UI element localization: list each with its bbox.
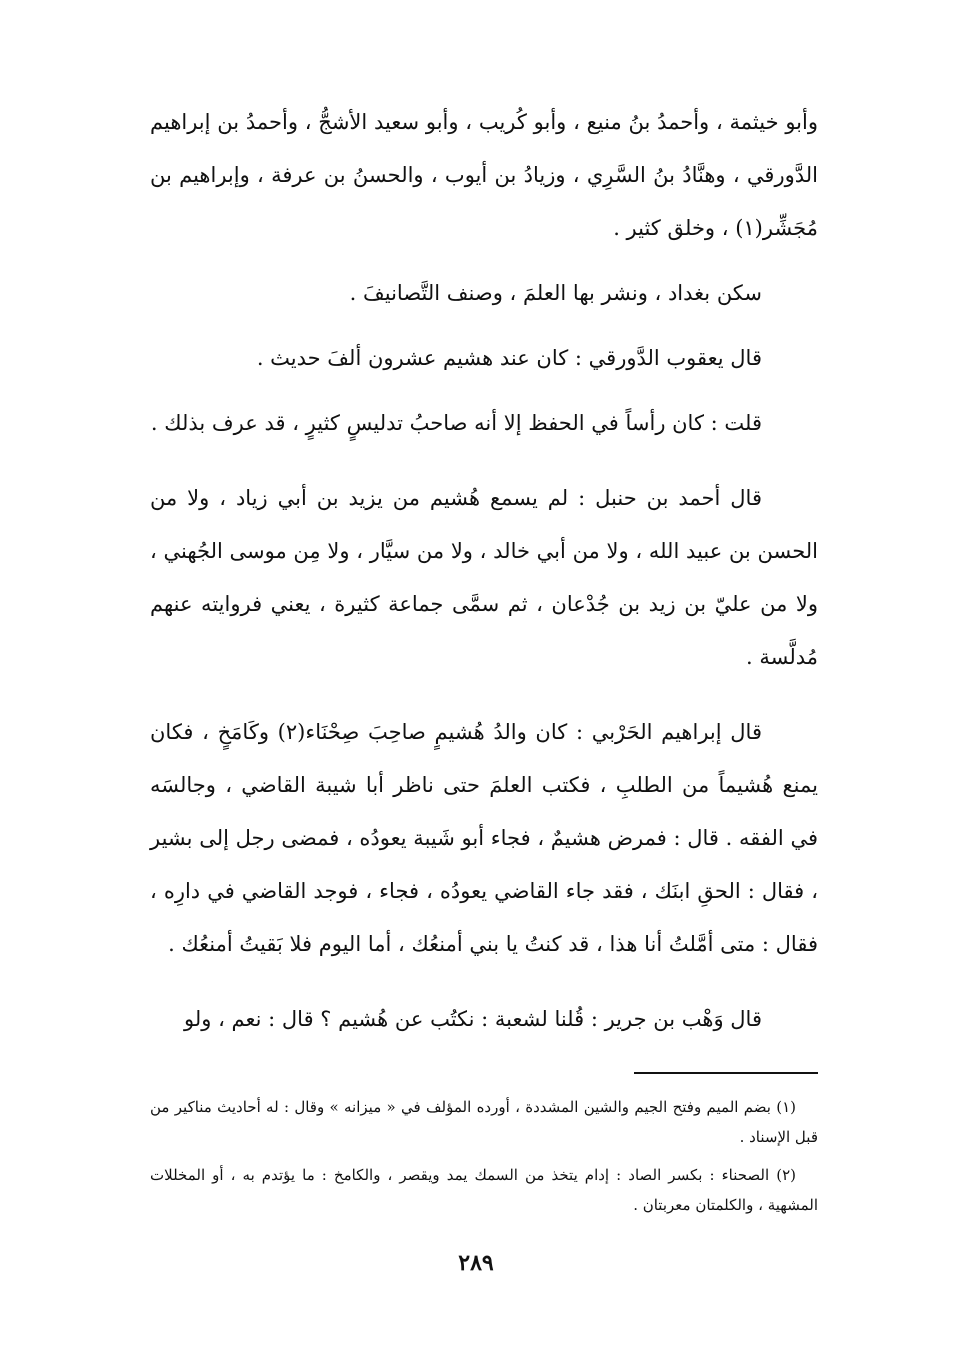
paragraph-baghdad: سكن بغداد ، ونشر بها العلمَ ، وصنف التَّصانيفَ . [349,281,762,305]
footnotes [150,1092,818,1228]
paragraph-narrators-list: وأبو خيثمة ، وأحمدُ بنُ منيع ، وأبو كُريب ، وأبو سعيد الأشجُّ ، وأحمدُ بن إبراهيم الدَّورقي ، وهنَّادُ بنُ السَّرِي ، وزيادُ بن أيوب ، والحسنُ بن عرفة ، وإبراهيم بن مُجَشِّر(١) ، وخلق كثير . [150,110,818,240]
paragraph-dawraqi: قال يعقوب الدَّورقي : كان عند هشيم عشرون ألفَ حديث . [256,346,762,370]
paragraph-tadlis: قلت : كان رأساً في الحفظ إلا أنه صاحبُ تدليسٍ كثيرٍ ، قد عرف بذلك . [150,411,762,435]
footnote-1: (١) بضم الميم وفتح الجيم والشين المشددة ، أورده المؤلف في « ميزانه » وقال : له أحاديث مناكير من قبل الإسناد . [150,1098,818,1146]
paragraph-ibrahim-alharbi: قال إبراهيم الحَرْبي : كان والدُ هُشيمٍ صاحِبَ صِحْنَاء(٢) وكَامَخٍ ، فكان يمنع هُشيماً من الطلبِ ، فكتب العلمَ حتى ناظر أبا شيبة القاضي ، وجالسَه في الفقه . قال : فمرض هشيمٌ ، فجاء أبو شَيبة يعودُه ، فمضى رجل إلى بشير ، فقال : الحقِ ابنَك ، فقد جاء القاضي يعودُه ، فجاء ، فوجد القاضي في دارِه ، فقال : متى أمَّلتُ أنا هذا ، قد كنتُ يا بني أمنعُك ، أما اليوم فلا بَقيتُ أمنعُك . [150,720,818,956]
paragraph-ahmad-ibn-hanbal: قال أحمد بن حنبل : لم يسمع هُشيم من يزيد بن أبي زياد ، ولا من الحسن بن عبيد الله ، ولا من أبي خالد ، ولا من سيَّار ، ولا مِن موسى الجُهني ، ولا من عليّ بن زيد بن جُدْعان ، ثم سمَّى جماعة كثيرة ، يعني فروايته عنهم مُدلَّسة . [150,486,818,669]
page-number: ٢٨٩ [458,1250,494,1276]
main-text [150,96,818,1058]
footnote-separator [634,1072,818,1074]
footnote-2: (٢) الصحناء : بكسر الصاد : إدام يتخذ من السمك يمد ويقصر ، والكامخ : ما يؤتدم به ، أو المخللات المشهية ، والكلمتان معربتان . [150,1166,818,1214]
paragraph-wahb-ibn-jarir: قال وَهْب بن جرير : قُلنا لشعبة : نكتُب عن هُشيم ؟ قال : نعم ، ولو [184,1007,762,1031]
